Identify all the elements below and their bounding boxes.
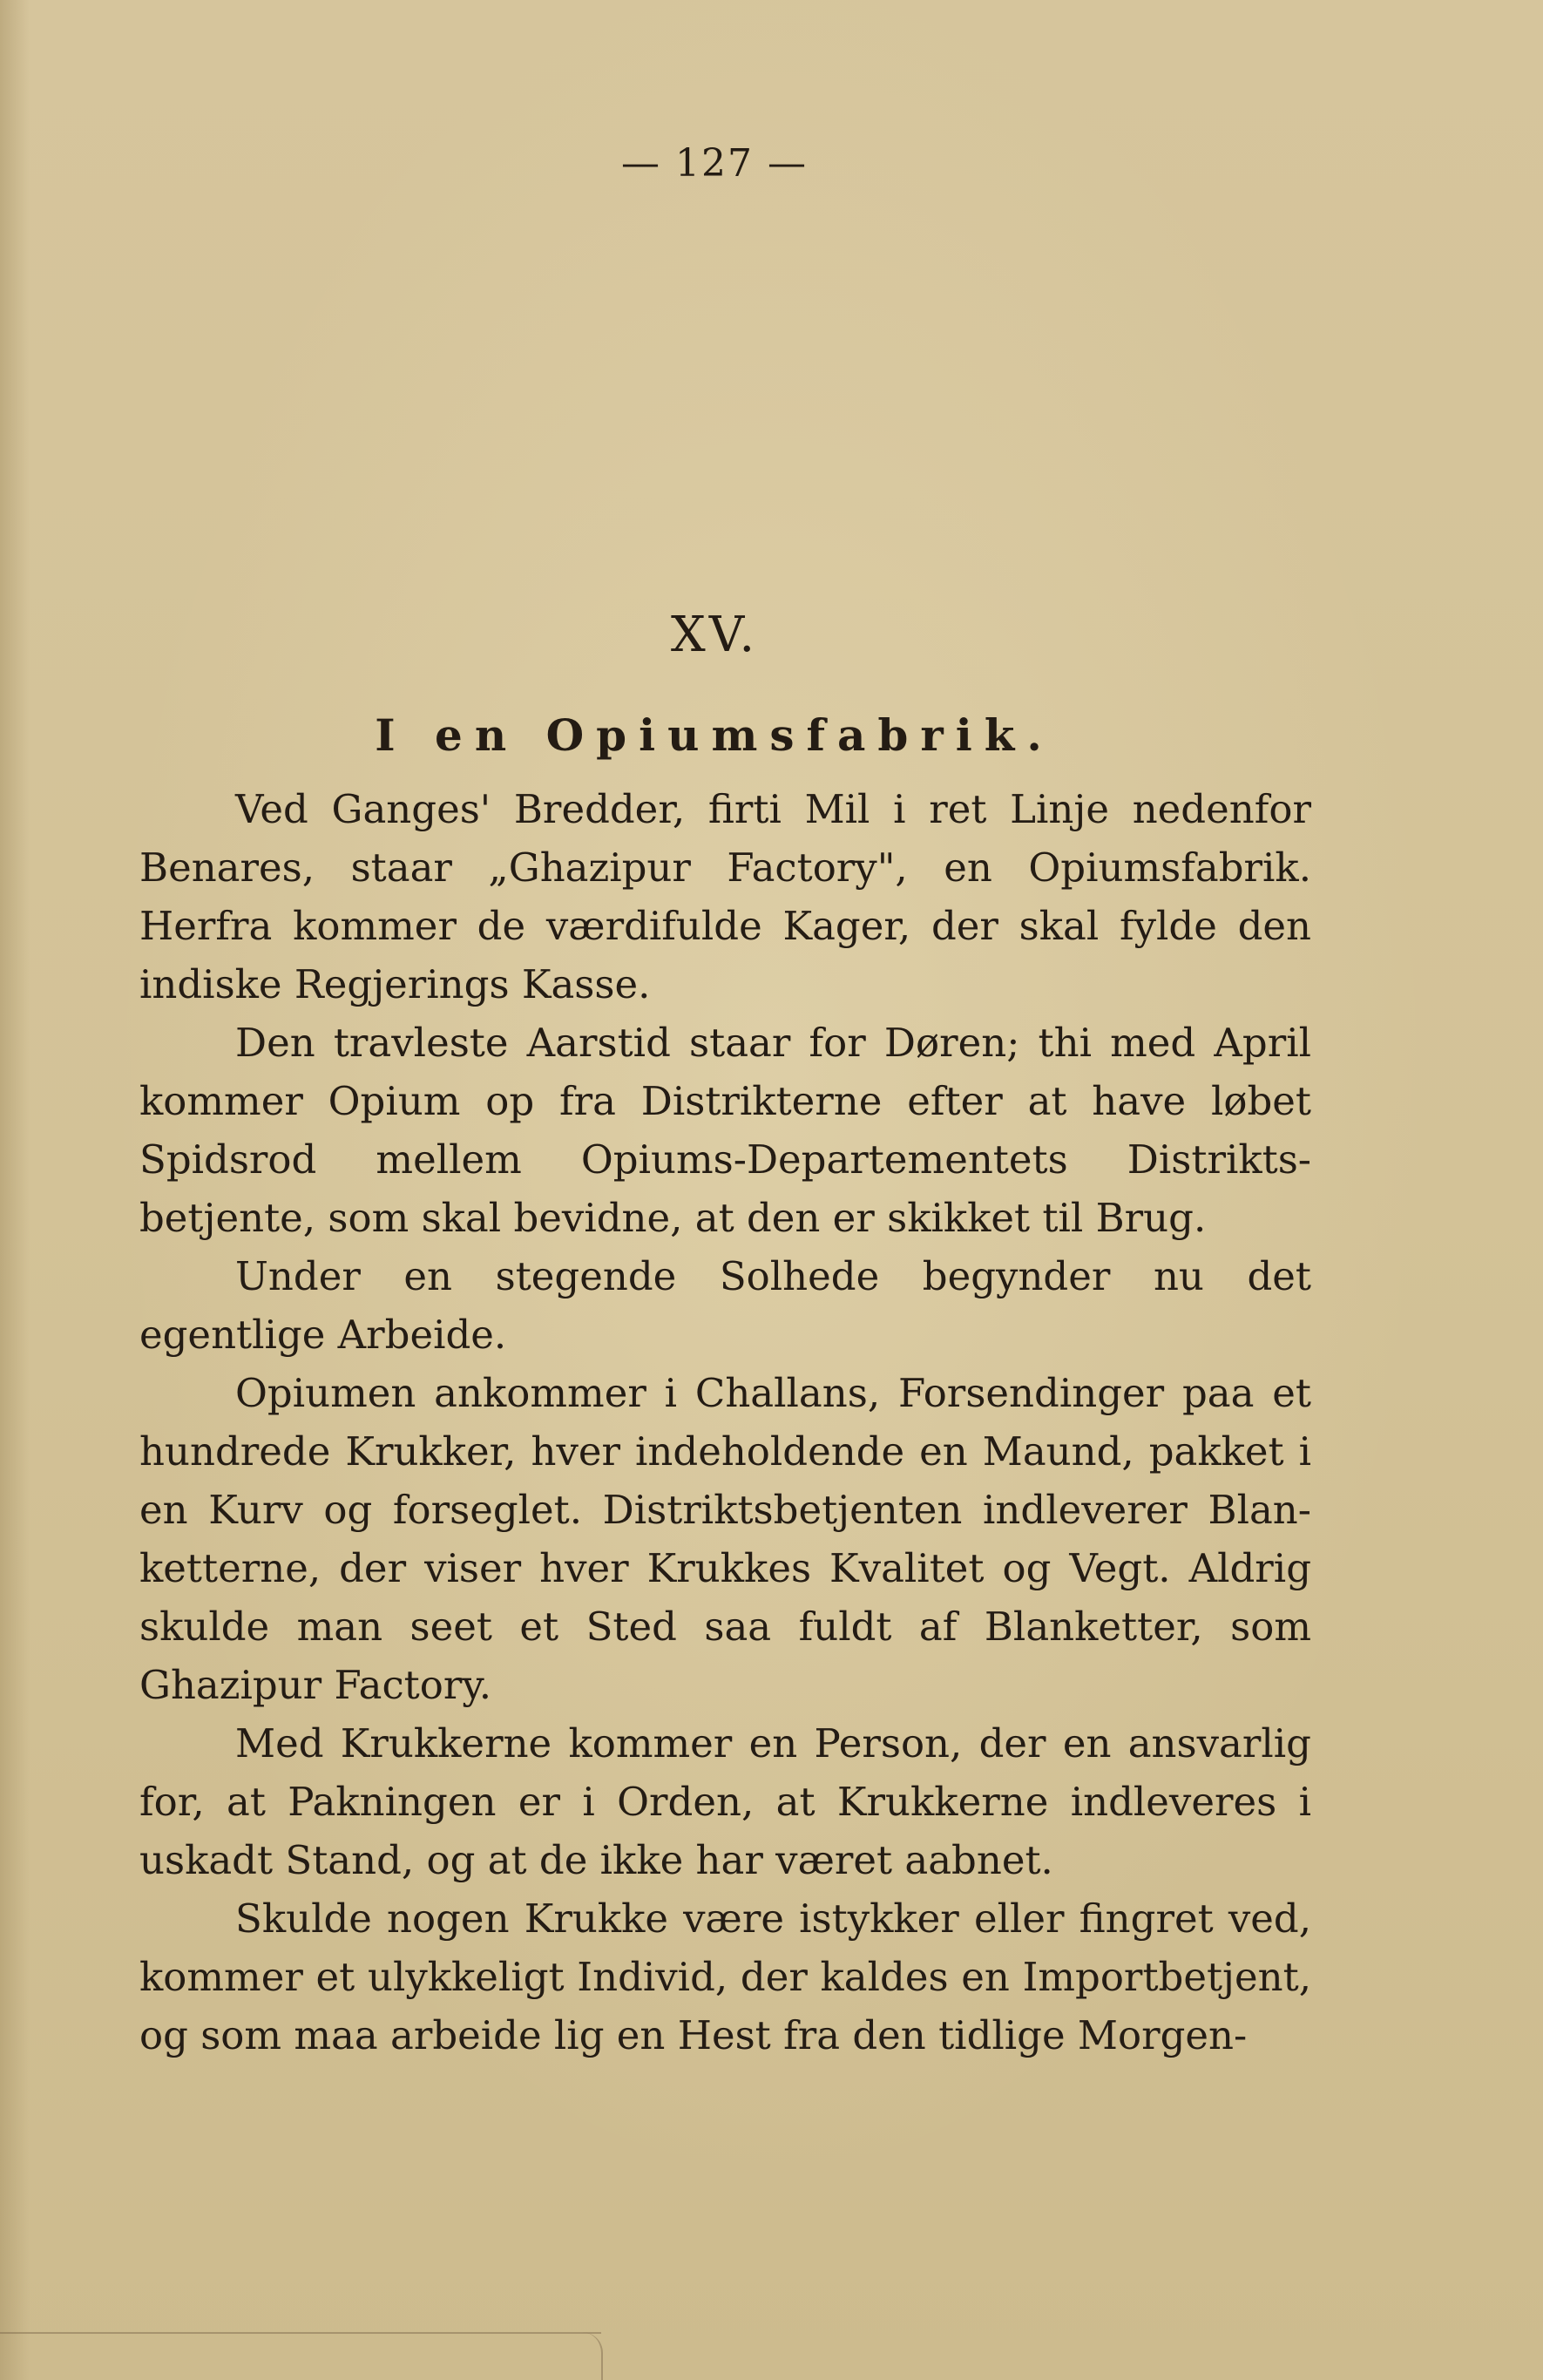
chapter-numeral: XV.: [670, 607, 759, 663]
paragraph: Skulde nogen Krukke være istykker eller fingret ved, kommer et ulykkeligt Individ, der kaldes en Importbetjent, og som maa arbeide lig en Hest fra den tidlige Morgen-: [139, 1895, 1311, 2058]
paragraph: Den travleste Aarstid staar for Døren; thi med April kommer Opium op fra Distrikterne efter at have løbet Spidsrod mellem Opiums-Departementets Distrikts-betjente, som skal bevidne, at den er skikket til Brug.: [139, 1020, 1311, 1241]
page-crease: [0, 2332, 601, 2334]
body-text: [139, 780, 1311, 2065]
page-number: — 127 —: [621, 141, 808, 186]
paragraph: Opiumen ankommer i Challans, Forsendinger paa et hundrede Krukker, hver indeholdende en Maund, pakket i en Kurv og forseglet. Distriktsbetjenten indleverer Blan-ketterne, der viser hver Krukkes Kvalitet og Vegt. Aldrig skulde man seet et Sted saa fuldt af Blanketter, som Ghazipur Factory.: [139, 1370, 1311, 1708]
page-gutter-shadow: [0, 0, 30, 2380]
page-crease-curve: [575, 2332, 603, 2380]
chapter-title: I en Opiumsfabrik.: [375, 709, 1054, 761]
paragraph: Under en stegende Solhede begynder nu det egentlige Arbeide.: [139, 1253, 1311, 1358]
paragraph: Ved Ganges' Bredder, firti Mil i ret Linje nedenfor Benares, staar „Ghazipur Factory", en Opiumsfabrik. Herfra kommer de værdifulde Kager, der skal fylde den indiske Regjerings Kasse.: [139, 786, 1311, 1007]
paragraph: Med Krukkerne kommer en Person, der en ansvarlig for, at Pakningen er i Orden, at Krukkerne indleveres i uskadt Stand, og at de ikke har været aabnet.: [139, 1720, 1311, 1883]
